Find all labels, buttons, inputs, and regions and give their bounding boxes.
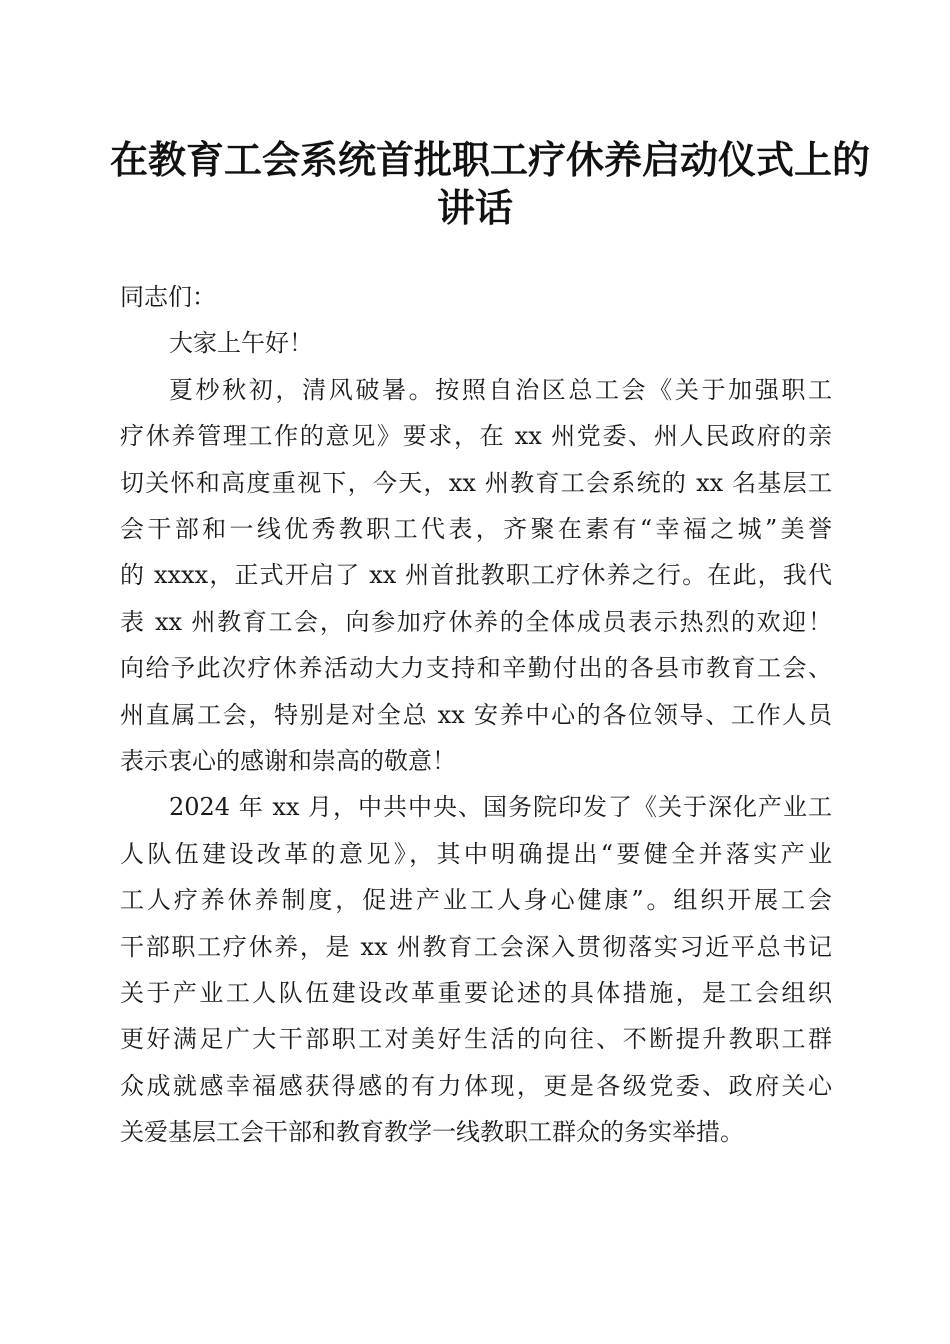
body-line: 切关怀和高度重视下，今天，xx 州教育工会系统的 xx 名基层工 (120, 469, 832, 497)
body-line: 夏杪秋初，清风破暑。按照自治区总工会《关于加强职工 (169, 376, 832, 404)
body-line: 关爱基层工会干部和教育教学一线教职工群众的务实举措。 (120, 1118, 744, 1146)
body-line: 众成就感幸福感获得感的有力体现，更是各级党委、政府关心 (120, 1072, 832, 1100)
document-title-line-1: 在教育工会系统首批职工疗休养启动仪式上的 (110, 137, 871, 182)
body-line: 大家上午好！ (169, 329, 313, 357)
body-line: 的 xxxx，正式开启了 xx 州首批教职工疗休养之行。在此，我代 (120, 561, 832, 589)
body-line: 州直属工会，特别是对全总 xx 安养中心的各位领导、工作人员 (120, 701, 832, 729)
body-line: 疗休养管理工作的意见》要求，在 xx 州党委、州人民政府的亲 (120, 422, 832, 450)
body-line: 表示衷心的感谢和崇高的敬意！ (120, 747, 456, 775)
body-line: 更好满足广大干部职工对美好生活的向往、不断提升教职工群 (120, 1025, 832, 1053)
body-line: 同志们： (120, 283, 216, 311)
body-line: 向给予此次疗休养活动大力支持和辛勤付出的各县市教育工会、 (120, 654, 832, 682)
body-line: 人队伍建设改革的意见》，其中明确提出“要健全并落实产业 (120, 840, 832, 868)
body-line: 关于产业工人队伍建设改革重要论述的具体措施，是工会组织 (120, 979, 832, 1007)
body-line: 会干部和一线优秀教职工代表，齐聚在素有“幸福之城”美誉 (120, 515, 832, 543)
document-title-line-2: 讲话 (436, 185, 513, 230)
body-line: 工人疗养休养制度，促进产业工人身心健康”。组织开展工会 (120, 886, 832, 914)
body-line: 表 xx 州教育工会，向参加疗休养的全体成员表示热烈的欢迎！ (120, 608, 832, 636)
body-line: 2024 年 xx 月，中共中央、国务院印发了《关于深化产业工 (169, 793, 832, 821)
body-line: 干部职工疗休养，是 xx 州教育工会深入贯彻落实习近平总书记 (120, 933, 832, 961)
